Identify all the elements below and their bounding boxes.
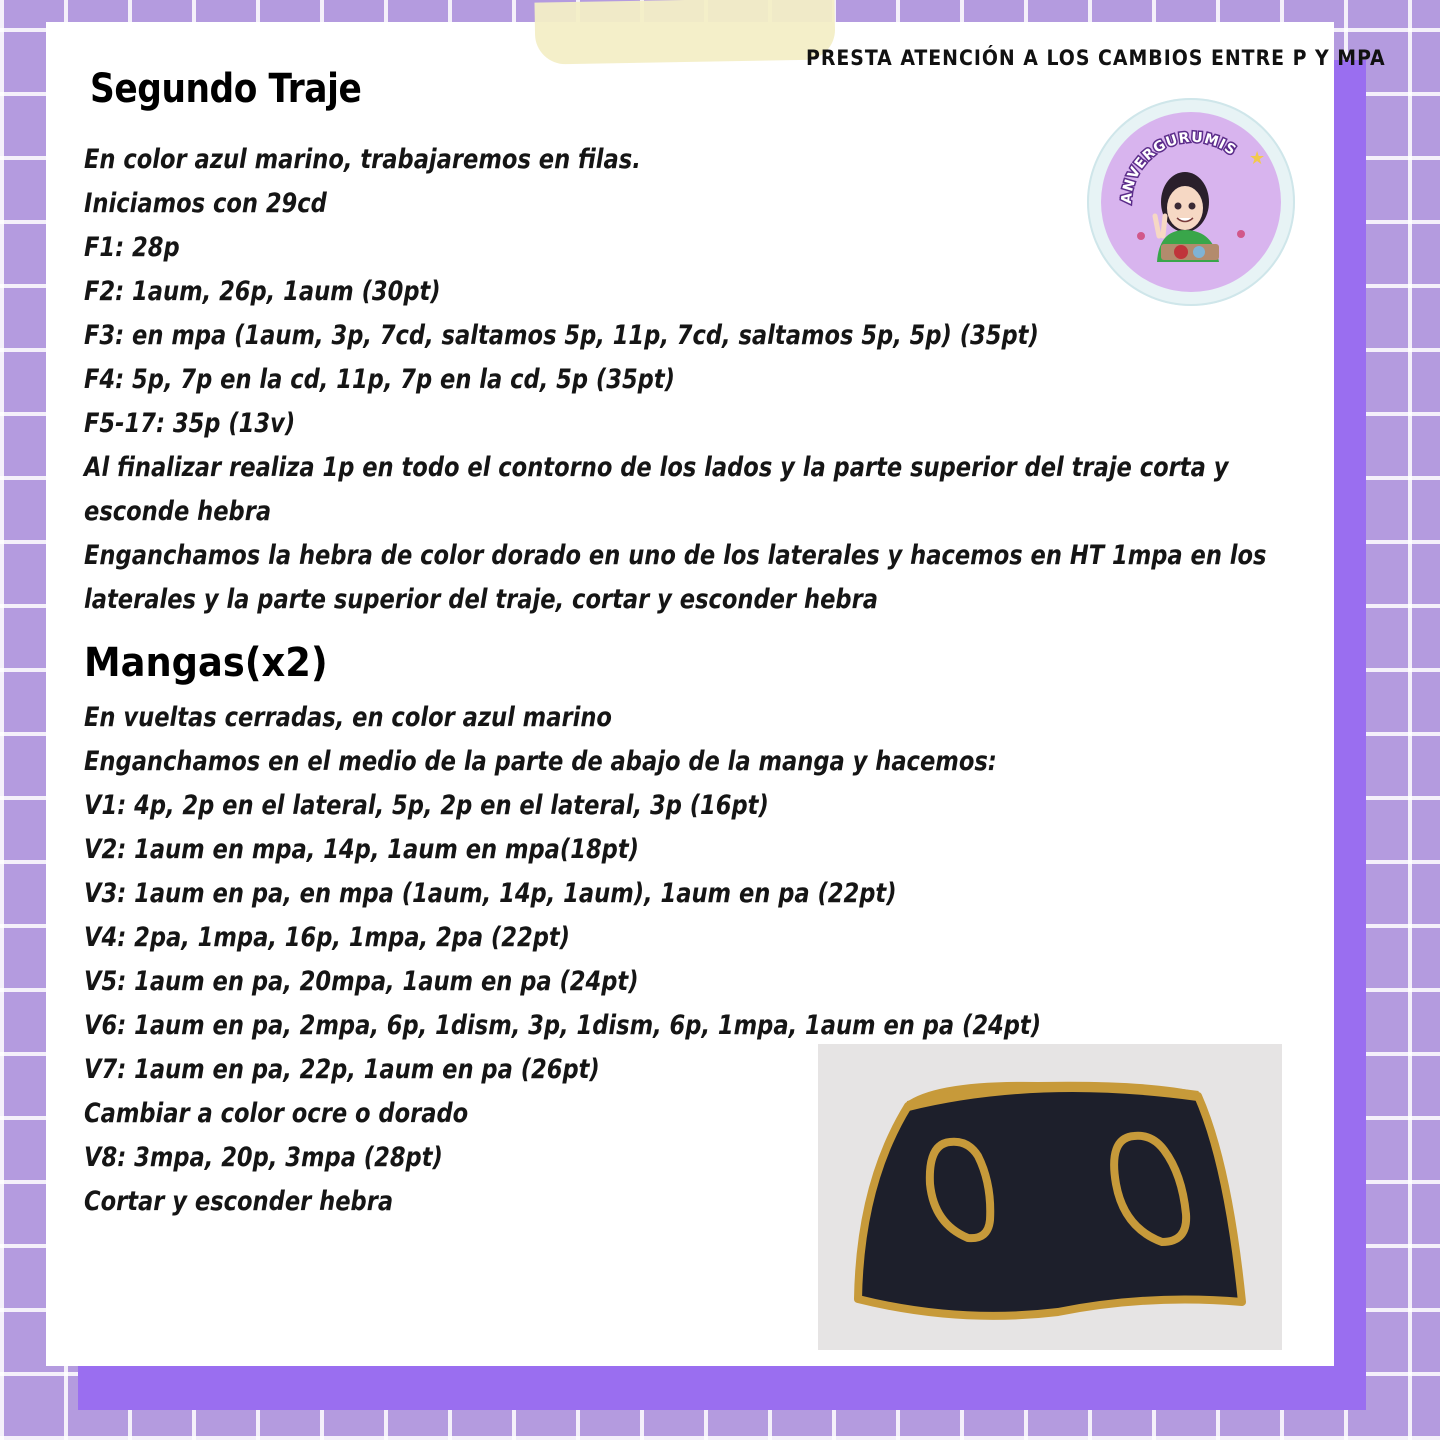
- instruction-line: F2: 1aum, 26p, 1aum (30pt): [84, 276, 441, 307]
- instruction-line: F5-17: 35p (13v): [84, 408, 296, 439]
- garment-photo: [818, 1044, 1282, 1350]
- instruction-line: Al finalizar realiza 1p en todo el contorno de los lados y la parte superior del traje corta y: [84, 452, 1229, 483]
- washi-tape: [534, 0, 835, 65]
- instruction-line: F3: en mpa (1aum, 3p, 7cd, saltamos 5p, 11p, 7cd, saltamos 5p, 5p) (35pt): [84, 320, 1039, 351]
- instruction-line: En color azul marino, trabajaremos en filas.: [84, 144, 641, 175]
- brand-logo: [1087, 98, 1295, 306]
- instruction-line: Iniciamos con 29cd: [84, 188, 327, 219]
- instruction-line: Enganchamos en el medio de la parte de abajo de la manga y hacemos:: [84, 746, 997, 777]
- instruction-line: V2: 1aum en mpa, 14p, 1aum en mpa(18pt): [84, 834, 639, 865]
- instruction-line: F4: 5p, 7p en la cd, 11p, 7p en la cd, 5p (35pt): [84, 364, 675, 395]
- logo-text: ANVERGURUMIS: [1118, 129, 1240, 205]
- crochet-garment-image: [818, 1044, 1282, 1350]
- instruction-line: esconde hebra: [84, 496, 272, 527]
- instruction-line: V8: 3mpa, 20p, 3mpa (28pt): [84, 1142, 443, 1173]
- section-title-mangas: Mangas(x2): [84, 640, 328, 686]
- instruction-line: V6: 1aum en pa, 2mpa, 6p, 1dism, 3p, 1dism, 6p, 1mpa, 1aum en pa (24pt): [84, 1010, 1042, 1041]
- instruction-line: V7: 1aum en pa, 22p, 1aum en pa (26pt): [84, 1054, 600, 1085]
- instruction-line: laterales y la parte superior del traje, cortar y esconder hebra: [84, 584, 878, 615]
- attention-note: PRESTA ATENCIÓN A LOS CAMBIOS ENTRE P Y MPA: [806, 46, 1386, 70]
- instruction-line: Cambiar a color ocre o dorado: [84, 1098, 469, 1129]
- instruction-line: F1: 28p: [84, 232, 180, 263]
- instruction-line: Enganchamos la hebra de color dorado en uno de los laterales y hacemos en HT 1mpa en los: [84, 540, 1267, 571]
- instruction-line: En vueltas cerradas, en color azul marino: [84, 702, 612, 733]
- section-title-segundo-traje: Segundo Traje: [90, 66, 362, 112]
- instruction-line: Cortar y esconder hebra: [84, 1186, 394, 1217]
- logo-illustration-icon: [1101, 112, 1281, 292]
- instruction-line: V3: 1aum en pa, en mpa (1aum, 14p, 1aum), 1aum en pa (22pt): [84, 878, 897, 909]
- instruction-line: V4: 2pa, 1mpa, 16p, 1mpa, 2pa (22pt): [84, 922, 570, 953]
- instruction-line: V1: 4p, 2p en el lateral, 5p, 2p en el lateral, 3p (16pt): [84, 790, 769, 821]
- svg-text:★: ★: [1249, 148, 1266, 169]
- logo-badge: [1101, 112, 1281, 292]
- instruction-line: V5: 1aum en pa, 20mpa, 1aum en pa (24pt): [84, 966, 639, 997]
